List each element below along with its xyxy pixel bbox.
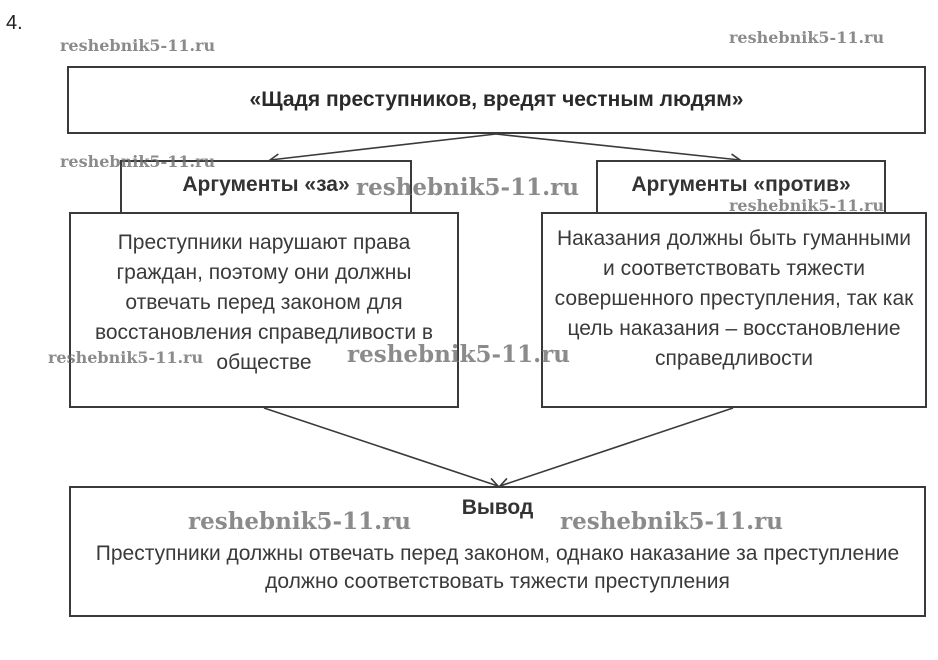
- watermark: reshebnik5-11.ru: [347, 341, 570, 368]
- conclusion-text: Преступники должны отвечать перед законом, однако наказание за преступление должно соответствовать тяжести преступления: [95, 542, 900, 593]
- conclusion-box: [69, 486, 926, 617]
- arguments-for-body: [69, 212, 459, 408]
- watermark: reshebnik5-11.ru: [356, 174, 579, 201]
- watermark: reshebnik5-11.ru: [60, 152, 216, 171]
- task-number: 4.: [6, 12, 23, 34]
- conclusion-title: Вывод: [461, 496, 534, 519]
- arrow-con-to-conclusion: [500, 408, 733, 486]
- watermark: reshebnik5-11.ru: [48, 348, 204, 367]
- arrow-pro-to-conclusion: [264, 408, 498, 486]
- arrow-to-pro: [270, 134, 496, 160]
- arrow-to-con: [496, 134, 740, 160]
- watermark: reshebnik5-11.ru: [729, 196, 885, 215]
- arguments-against-body: [541, 212, 927, 408]
- arguments-against-header-text: Аргументы «против»: [631, 173, 851, 196]
- title-text: «Щадя преступников, вредят честным людям»: [249, 88, 744, 111]
- arguments-for-header-text: Аргументы «за»: [182, 173, 350, 196]
- watermark: reshebnik5-11.ru: [729, 28, 885, 47]
- watermark: reshebnik5-11.ru: [188, 508, 411, 535]
- arguments-for-text: Преступники нарушают права граждан, поэтому они должны отвечать перед законом для восстановления справедливости в обществе: [94, 231, 434, 374]
- arguments-against-text: Наказания должны быть гуманными и соответствовать тяжести совершенного преступления, так как цель наказания – восстановление справедливости: [554, 227, 914, 370]
- title-box: [67, 66, 926, 134]
- watermark: reshebnik5-11.ru: [560, 508, 783, 535]
- watermark: reshebnik5-11.ru: [60, 36, 216, 55]
